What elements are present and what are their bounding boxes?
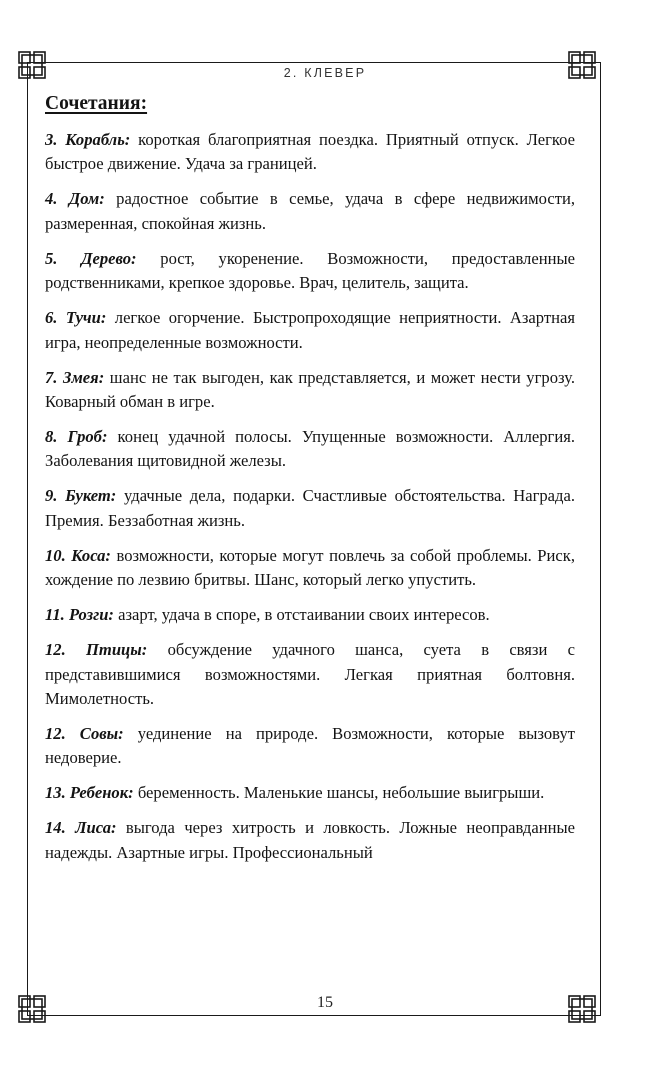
entry-term: 14. Лиса: (45, 818, 117, 838)
list-item (45, 306, 575, 355)
list-item (45, 128, 575, 177)
entry-text: обсуждение удачного шанса, суета в связи с представившимися возможностями. Легкая приятная болтовня. Мимолетность. (45, 640, 576, 709)
entry-text: радостное событие в семье, удача в сфере недвижимости, размеренная, спокойная жизнь. (45, 189, 575, 233)
list-item (45, 484, 575, 533)
list-item (45, 816, 575, 865)
list-item (45, 544, 575, 593)
list-item (45, 366, 575, 415)
list-item (45, 781, 575, 805)
entry-term: 10. Коса: (45, 545, 111, 565)
entry-term: 12. Совы: (45, 724, 124, 744)
entry-text: выгода через хитрость и ловкость. Ложные неоправданные надежды. Азартные игры. Профессиональный (45, 818, 575, 862)
entry-term: 5. Дерево: (45, 248, 137, 268)
entry-term: 8. Гроб: (45, 427, 108, 447)
entry-term: 9. Букет: (45, 486, 117, 506)
page-number: 15 (317, 994, 333, 1011)
entry-text: легкое огорчение. Быстропроходящие неприятности. Азартная игра, неопределенные возможности. (45, 308, 575, 352)
entry-text: беременность. Маленькие шансы, небольшие выигрыши. (133, 783, 545, 803)
entry-term: 13. Ребенок: (45, 783, 134, 803)
running-head: 2. КЛЕВЕР (283, 66, 367, 80)
entry-text: короткая благоприятная поездка. Приятный отпуск. Легкое быстрое движение. Удача за границей. (45, 130, 575, 174)
section-title: Сочетания: (45, 93, 148, 114)
entry-term: 7. Змея: (45, 367, 105, 387)
entry-text: конец удачной полосы. Упущенные возможности. Аллергия. Заболевания щитовидной железы. (45, 427, 575, 471)
entry-text: уединение на природе. Возможности, которые вызовут недоверие. (45, 724, 575, 768)
list-item (45, 722, 575, 771)
entry-text: шанс не так выгоден, как представляется, и может нести угрозу. Коварный обман в игре. (45, 367, 575, 412)
list-item (45, 425, 575, 474)
list-item (45, 247, 575, 296)
entry-term: 6. Тучи: (45, 308, 107, 328)
entry-term: 12. Птицы: (45, 640, 148, 660)
page-content (45, 91, 575, 876)
list-item (45, 638, 575, 711)
entry-text: рост, укоренение. Возможности, предоставленные родственниками, крепкое здоровье. Врач, целитель, защита. (45, 248, 575, 293)
entry-text: азарт, удача в споре, в отстаивании своих интересов. (113, 605, 490, 625)
entry-text: возможности, которые могут повлечь за собой проблемы. Риск, хождение по лезвию бритвы. Шанс, который легко упустить. (45, 545, 575, 590)
entry-text: удачные дела, подарки. Счастливые обстоятельства. Награда. Премия. Беззаботная жизнь. (45, 486, 576, 530)
entry-term: 3. Корабль: (45, 130, 131, 149)
entry-term: 4. Дом: (45, 189, 105, 209)
list-item (45, 187, 575, 236)
list-item (45, 603, 575, 627)
entry-term: 11. Розги: (45, 605, 114, 625)
